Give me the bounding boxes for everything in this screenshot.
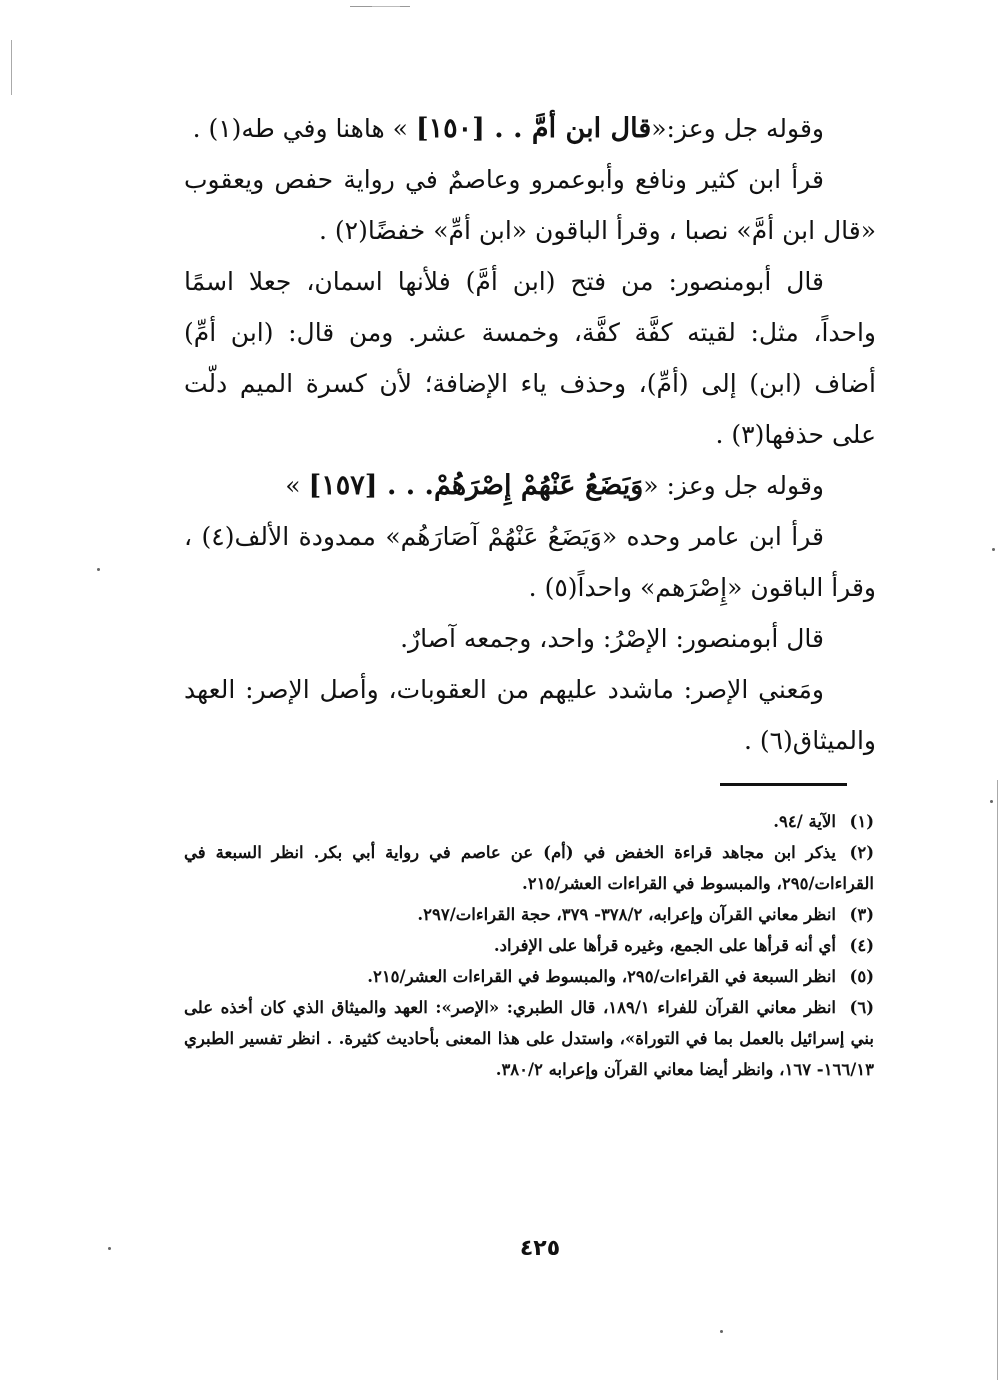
scan-mark-top-inner — [372, 6, 400, 7]
footnote-number: (٥) — [849, 967, 874, 986]
footnote-text: الآية /٩٤. — [773, 812, 836, 831]
paragraph-text: » هاهنا وفي طه(١) . — [192, 114, 416, 143]
footnote-number: (٤) — [849, 936, 874, 955]
footnote-1 — [184, 806, 874, 837]
footnote-text: انظر معاني القرآن للفراء ١٨٩/١، قال الطبري: «الإصر»: العهد والميثاق الذي كان أخذه على بني إسرائيل بالعمل بما في التوراة»، واستدل على هذا المعنى بأحاديث كثيرة. . انظر تفسير الطبري ١٦٦/١٣- ١٦٧، وانظر أيضا معاني القرآن وإعرابه ٣٨٠/٢. — [184, 998, 874, 1079]
quran-quote: قال ابن أمَّ . . [١٥٠] — [415, 113, 652, 144]
footnote-text: أي أنه قرأها على الجمع، وغيره قرأها على الإفراد. — [493, 936, 836, 955]
paragraph-meaning: ومَعني الإصر: ماشدد عليهم من العقوبات، وأصل الإصر: العهد والميثاق(٦) . — [184, 675, 876, 755]
footnote-text: انظر السبعة في القراءات/٢٩٥، والمبسوط في القراءات العشر/٢١٥. — [367, 967, 836, 986]
paragraph-commentary-1: قال أبومنصور: من فتح (ابن أمَّ) فلأنها اسمان، جعلا اسمًا واحداً، مثل: لقيته كفَّة كفَّة، وخمسة عشر. ومن قال: (ابن أمِّ) أضاف (ابن) إلى (أمِّ)، وحذف ياء الإضافة؛ لأن كسرة الميم دلّت على حذفها(٣) . — [184, 267, 876, 449]
footnote-5 — [184, 961, 874, 992]
paragraph-readings-1: قرأ ابن كثير ونافع وأبوعمرو وعاصمٌ في رواية حفص ويعقوب «قال ابن أمَّ» نصبا ، وقرأ الباقون «ابن أمِّ» خفضًا(٢) . — [184, 165, 876, 245]
page-number: ٤٢٥ — [519, 1236, 561, 1261]
footnote-3 — [184, 899, 874, 930]
footnote-number: (٢) — [849, 843, 874, 862]
paragraph-commentary-2: قال أبومنصور: الإصْرُ: واحد، وجمعه آصارٌ. — [400, 624, 824, 653]
paragraph-readings-2: قرأ ابن عامر وحده «وَيَضَعُ عَنْهُمْ آصَارَهُم» ممدودة الألف(٤) ، وقرأ الباقون «إِصْرَهم» واحداً(٥) . — [184, 522, 876, 602]
footnote-number: (١) — [849, 812, 874, 831]
scan-mark-left — [11, 40, 12, 95]
footnote-4 — [184, 930, 874, 961]
paragraph-text: » — [285, 471, 309, 500]
scan-speck — [990, 800, 993, 803]
main-text — [184, 103, 876, 766]
footnote-text: يذكر ابن مجاهد قراءة الخفض في (أم) عن عاصم في رواية أبي بكر. انظر السبعة في القراءات/٢٩٥، والمبسوط في القراءات العشر/٢١٥. — [184, 843, 874, 893]
footnote-2 — [184, 837, 874, 899]
scan-speck — [97, 568, 100, 571]
footnote-separator — [720, 783, 847, 786]
footnote-number: (٣) — [849, 905, 874, 924]
scan-speck — [108, 1247, 111, 1250]
paragraph-text: وقوله جل وعز:« — [651, 114, 824, 143]
footnote-6 — [184, 992, 874, 1085]
paragraph-text: وقوله جل وعز: « — [643, 471, 824, 500]
scan-mark-right — [997, 780, 998, 1380]
footnotes — [184, 806, 874, 1085]
paragraph-verse-150 — [184, 103, 876, 154]
footnote-text: انظر معاني القرآن وإعرابه، ٣٧٨/٢- ٣٧٩، حجة القراءات/٢٩٧. — [417, 905, 836, 924]
scan-speck — [720, 1330, 723, 1333]
quran-quote: وَيَضَعُ عَنْهُمْ إِصْرَهُمْ. . . [١٥٧] — [308, 470, 644, 501]
footnote-number: (٦) — [849, 998, 874, 1017]
scan-speck — [992, 548, 995, 551]
paragraph-verse-157 — [184, 460, 876, 511]
